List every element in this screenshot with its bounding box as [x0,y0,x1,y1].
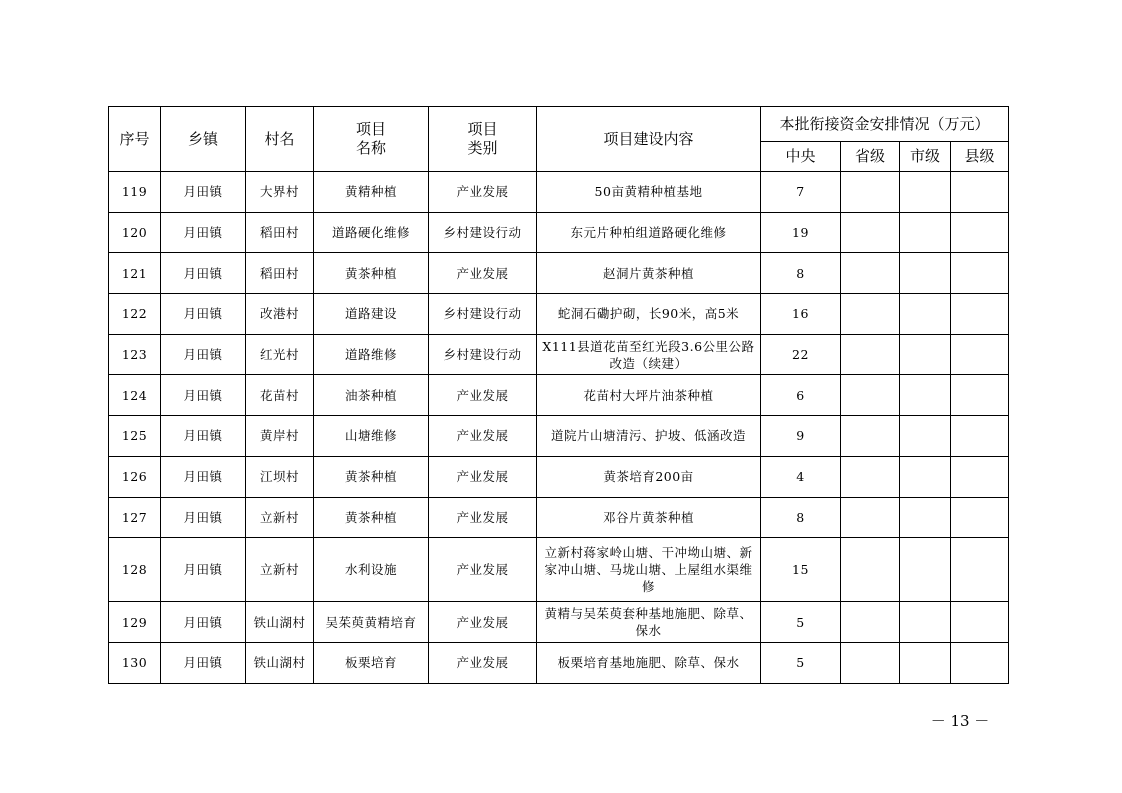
table-row [109,456,1009,497]
cell-county [951,172,1009,213]
cell-name: 水利设施 [314,538,429,602]
cell-content: 花苗村大坪片油茶种植 [537,375,761,416]
table-row [109,642,1009,683]
cell-name: 黄茶种植 [314,253,429,294]
header-content: 项目建设内容 [537,107,761,172]
table-row [109,172,1009,213]
header-project-name: 项目 名称 [314,107,429,172]
cell-content: 邓谷片黄茶种植 [537,497,761,538]
cell-content: 50亩黄精种植基地 [537,172,761,213]
cell-index: 119 [109,172,161,213]
cell-village: 大界村 [246,172,314,213]
cell-city [900,212,951,253]
page-number: － 13 － [930,712,990,730]
cell-county [951,212,1009,253]
cell-province [841,294,900,335]
cell-province [841,642,900,683]
cell-name: 油茶种植 [314,375,429,416]
cell-index: 129 [109,602,161,643]
cell-content: 道院片山塘清污、护坡、低涵改造 [537,416,761,457]
header-town: 乡镇 [161,107,246,172]
cell-province [841,497,900,538]
cell-central: 19 [761,212,841,253]
cell-city [900,375,951,416]
cell-name: 板栗培育 [314,642,429,683]
header-project-type: 项目 类别 [429,107,537,172]
cell-type: 产业发展 [429,172,537,213]
cell-name: 山塘维修 [314,416,429,457]
cell-province [841,456,900,497]
cell-city [900,456,951,497]
table-row [109,497,1009,538]
cell-index: 121 [109,253,161,294]
cell-type: 产业发展 [429,416,537,457]
cell-village: 黄岸村 [246,416,314,457]
cell-province [841,602,900,643]
funding-table [108,106,1009,684]
cell-city [900,497,951,538]
cell-village: 稻田村 [246,253,314,294]
cell-province [841,416,900,457]
cell-city [900,253,951,294]
cell-central: 22 [761,334,841,375]
cell-city [900,294,951,335]
cell-town: 月田镇 [161,212,246,253]
table-row [109,294,1009,335]
cell-content: X111县道花苗至红光段3.6公里公路改造（续建） [537,334,761,375]
cell-county [951,253,1009,294]
header-index: 序号 [109,107,161,172]
cell-central: 6 [761,375,841,416]
cell-county [951,642,1009,683]
cell-village: 立新村 [246,497,314,538]
cell-index: 125 [109,416,161,457]
cell-index: 124 [109,375,161,416]
cell-central: 5 [761,642,841,683]
cell-city [900,416,951,457]
cell-county [951,375,1009,416]
cell-town: 月田镇 [161,253,246,294]
cell-content: 板栗培育基地施肥、除草、保水 [537,642,761,683]
cell-type: 产业发展 [429,602,537,643]
cell-index: 123 [109,334,161,375]
header-village: 村名 [246,107,314,172]
cell-county [951,456,1009,497]
cell-central: 7 [761,172,841,213]
cell-name: 吴茱萸黄精培育 [314,602,429,643]
cell-city [900,538,951,602]
cell-type: 乡村建设行动 [429,212,537,253]
cell-central: 8 [761,253,841,294]
cell-type: 产业发展 [429,642,537,683]
cell-name: 道路硬化维修 [314,212,429,253]
cell-index: 122 [109,294,161,335]
cell-village: 红光村 [246,334,314,375]
cell-content: 蛇洞石磡护砌，长90米，高5米 [537,294,761,335]
cell-central: 16 [761,294,841,335]
cell-central: 9 [761,416,841,457]
cell-village: 立新村 [246,538,314,602]
cell-village: 铁山湖村 [246,602,314,643]
cell-city [900,642,951,683]
cell-name: 黄精种植 [314,172,429,213]
cell-county [951,497,1009,538]
cell-city [900,172,951,213]
cell-type: 产业发展 [429,375,537,416]
cell-town: 月田镇 [161,334,246,375]
cell-type: 产业发展 [429,497,537,538]
cell-village: 江坝村 [246,456,314,497]
cell-town: 月田镇 [161,416,246,457]
cell-central: 4 [761,456,841,497]
table-row [109,538,1009,602]
header-county: 县级 [951,142,1009,172]
cell-town: 月田镇 [161,456,246,497]
cell-index: 127 [109,497,161,538]
cell-town: 月田镇 [161,497,246,538]
header-central: 中央 [761,142,841,172]
cell-province [841,253,900,294]
cell-central: 8 [761,497,841,538]
cell-content: 东元片种柏组道路硬化维修 [537,212,761,253]
cell-province [841,538,900,602]
cell-type: 产业发展 [429,538,537,602]
cell-content: 黄精与吴茱萸套种基地施肥、除草、保水 [537,602,761,643]
header-city: 市级 [900,142,951,172]
cell-index: 128 [109,538,161,602]
header-province: 省级 [841,142,900,172]
table-row [109,375,1009,416]
cell-type: 乡村建设行动 [429,334,537,375]
cell-type: 产业发展 [429,456,537,497]
cell-province [841,334,900,375]
cell-town: 月田镇 [161,538,246,602]
header-funding: 本批衔接资金安排情况（万元） [761,107,1009,142]
cell-town: 月田镇 [161,642,246,683]
cell-village: 稻田村 [246,212,314,253]
cell-name: 道路建设 [314,294,429,335]
cell-town: 月田镇 [161,294,246,335]
cell-village: 铁山湖村 [246,642,314,683]
cell-town: 月田镇 [161,602,246,643]
cell-province [841,375,900,416]
cell-name: 道路维修 [314,334,429,375]
table-row [109,416,1009,457]
cell-county [951,334,1009,375]
cell-city [900,602,951,643]
table-row [109,334,1009,375]
cell-county [951,538,1009,602]
cell-town: 月田镇 [161,172,246,213]
cell-content: 赵洞片黄茶种植 [537,253,761,294]
cell-county [951,416,1009,457]
cell-county [951,294,1009,335]
cell-name: 黄茶种植 [314,497,429,538]
cell-village: 改港村 [246,294,314,335]
cell-name: 黄茶种植 [314,456,429,497]
cell-town: 月田镇 [161,375,246,416]
cell-city [900,334,951,375]
cell-province [841,172,900,213]
cell-content: 立新村蒋家岭山塘、干冲坳山塘、新家冲山塘、马垅山塘、上屋组水渠维修 [537,538,761,602]
cell-type: 产业发展 [429,253,537,294]
cell-province [841,212,900,253]
cell-index: 126 [109,456,161,497]
cell-content: 黄茶培育200亩 [537,456,761,497]
cell-central: 5 [761,602,841,643]
header-row-1 [109,107,1009,142]
cell-village: 花苗村 [246,375,314,416]
table-row [109,212,1009,253]
cell-type: 乡村建设行动 [429,294,537,335]
cell-central: 15 [761,538,841,602]
table-row [109,602,1009,643]
cell-index: 130 [109,642,161,683]
cell-index: 120 [109,212,161,253]
cell-county [951,602,1009,643]
table-row [109,253,1009,294]
